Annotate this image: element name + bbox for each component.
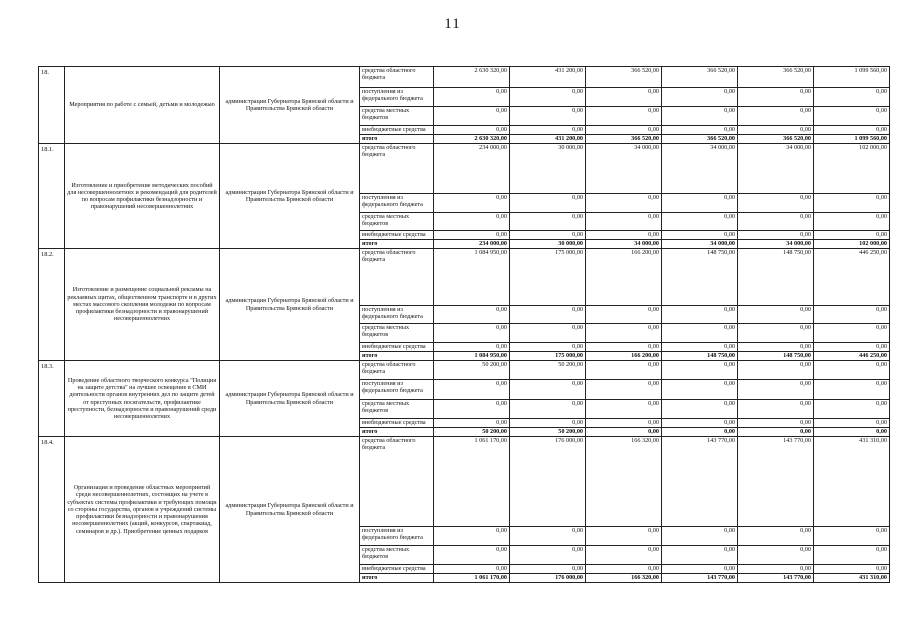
amount-cell: 50 200,00 (434, 361, 510, 380)
amount-cell: 0,00 (434, 213, 510, 231)
amount-cell: 234 000,00 (434, 144, 510, 194)
funding-source: поступления из федерального бюджета (360, 194, 434, 213)
page-number: 11 (444, 16, 461, 32)
amount-cell: 0,00 (738, 400, 814, 419)
amount-cell: 0,00 (510, 546, 586, 565)
amount-cell: 0,00 (510, 213, 586, 231)
table-row (39, 249, 890, 306)
amount-cell: 34 000,00 (586, 240, 662, 249)
amount-cell: 34 000,00 (586, 144, 662, 194)
amount-cell: 2 630 320,00 (434, 135, 510, 144)
amount-cell: 30 000,00 (510, 144, 586, 194)
item-number: 18.1. (39, 144, 65, 249)
amount-cell: 1 084 950,00 (434, 249, 510, 306)
amount-cell: 0,00 (510, 380, 586, 400)
amount-cell: 0,00 (434, 400, 510, 419)
amount-cell: 0,00 (434, 88, 510, 107)
amount-cell: 50 200,00 (510, 361, 586, 380)
funding-source: итого (360, 428, 434, 437)
amount-cell: 0,00 (814, 565, 890, 574)
funding-source: внебюджетные средства (360, 419, 434, 428)
table-row (39, 437, 890, 527)
amount-cell: 143 770,00 (738, 574, 814, 583)
amount-cell: 166 320,00 (586, 574, 662, 583)
funding-source: поступления из федерального бюджета (360, 88, 434, 107)
amount-cell: 234 000,00 (434, 240, 510, 249)
amount-cell: 0,00 (738, 361, 814, 380)
amount-cell: 50 200,00 (510, 428, 586, 437)
amount-cell: 102 000,00 (814, 144, 890, 194)
amount-cell: 0,00 (586, 527, 662, 546)
item-number: 18. (39, 67, 65, 144)
amount-cell: 0,00 (510, 527, 586, 546)
amount-cell: 431 200,00 (510, 67, 586, 88)
amount-cell: 0,00 (662, 400, 738, 419)
funding-source: средства областного бюджета (360, 437, 434, 527)
amount-cell: 0,00 (434, 419, 510, 428)
amount-cell: 0,00 (738, 343, 814, 352)
funding-source: средства местных бюджетов (360, 213, 434, 231)
amount-cell: 0,00 (434, 380, 510, 400)
funding-source: итого (360, 352, 434, 361)
amount-cell: 1 061 170,00 (434, 574, 510, 583)
amount-cell: 0,00 (814, 306, 890, 324)
amount-cell: 0,00 (814, 107, 890, 126)
amount-cell: 0,00 (510, 306, 586, 324)
amount-cell: 34 000,00 (662, 144, 738, 194)
amount-cell: 176 000,00 (510, 574, 586, 583)
amount-cell: 0,00 (814, 88, 890, 107)
amount-cell: 0,00 (586, 107, 662, 126)
amount-cell: 366 520,00 (586, 135, 662, 144)
funding-source: поступления из федерального бюджета (360, 306, 434, 324)
funding-source: средства местных бюджетов (360, 546, 434, 565)
amount-cell: 0,00 (434, 324, 510, 343)
amount-cell: 166 200,00 (586, 249, 662, 306)
amount-cell: 0,00 (662, 88, 738, 107)
amount-cell: 0,00 (510, 107, 586, 126)
amount-cell: 175 000,00 (510, 249, 586, 306)
amount-cell: 34 000,00 (738, 240, 814, 249)
amount-cell: 166 320,00 (586, 437, 662, 527)
amount-cell: 0,00 (662, 306, 738, 324)
amount-cell: 366 520,00 (738, 135, 814, 144)
amount-cell: 143 770,00 (662, 574, 738, 583)
funding-source: внебюджетные средства (360, 126, 434, 135)
amount-cell: 0,00 (738, 565, 814, 574)
amount-cell: 0,00 (434, 107, 510, 126)
amount-cell: 0,00 (434, 565, 510, 574)
executor: администрация Губернатора Брянской области и Правительства Брянской области (220, 361, 360, 437)
amount-cell: 148 750,00 (662, 249, 738, 306)
measure-name: Организация и проведение областных мероприятий среди несовершеннолетних, состоящих на учете в субъектах системы профилактики и требующих помощи со стороны государства, органов и учреждений системы профилактики безнадзорности и правонарушения несовершеннолетних (акций, конкурсов, спартакиад, семинаров и др.). Приобретение ценных подарков (65, 437, 220, 583)
amount-cell: 0,00 (814, 400, 890, 419)
amount-cell: 0,00 (814, 546, 890, 565)
amount-cell: 0,00 (586, 343, 662, 352)
amount-cell: 0,00 (814, 419, 890, 428)
funding-source: поступления из федерального бюджета (360, 380, 434, 400)
amount-cell: 0,00 (434, 343, 510, 352)
amount-cell: 0,00 (586, 306, 662, 324)
amount-cell: 0,00 (814, 231, 890, 240)
amount-cell: 0,00 (662, 565, 738, 574)
measure-name: Изготовление и размещение социальной рекламы на рекламных щитах, общественном транспорте и в других местах массового скопления молодежи по вопросам профилактики безнадзорности и правонарушений несовершеннолетних (65, 249, 220, 361)
amount-cell: 0,00 (586, 213, 662, 231)
amount-cell: 0,00 (586, 88, 662, 107)
amount-cell: 0,00 (510, 419, 586, 428)
amount-cell: 148 750,00 (662, 352, 738, 361)
amount-cell: 0,00 (814, 126, 890, 135)
amount-cell: 431 310,00 (814, 574, 890, 583)
funding-source: итого (360, 240, 434, 249)
amount-cell: 0,00 (662, 419, 738, 428)
amount-cell: 0,00 (814, 213, 890, 231)
amount-cell: 0,00 (662, 231, 738, 240)
funding-source: итого (360, 574, 434, 583)
amount-cell: 0,00 (586, 324, 662, 343)
amount-cell: 0,00 (510, 565, 586, 574)
amount-cell: 0,00 (814, 380, 890, 400)
amount-cell: 0,00 (662, 324, 738, 343)
funding-source: средства областного бюджета (360, 249, 434, 306)
executor: администрация Губернатора Брянской области и Правительства Брянской области (220, 249, 360, 361)
amount-cell: 30 000,00 (510, 240, 586, 249)
amount-cell: 366 520,00 (662, 135, 738, 144)
budget-table (38, 66, 890, 583)
amount-cell: 0,00 (738, 546, 814, 565)
amount-cell: 0,00 (662, 546, 738, 565)
amount-cell: 0,00 (586, 126, 662, 135)
amount-cell: 1 099 560,00 (814, 135, 890, 144)
amount-cell: 2 630 320,00 (434, 67, 510, 88)
item-number: 18.4. (39, 437, 65, 583)
amount-cell: 0,00 (814, 361, 890, 380)
amount-cell: 0,00 (662, 361, 738, 380)
amount-cell: 0,00 (662, 343, 738, 352)
amount-cell: 34 000,00 (738, 144, 814, 194)
amount-cell: 0,00 (814, 428, 890, 437)
amount-cell: 0,00 (738, 231, 814, 240)
amount-cell: 0,00 (662, 107, 738, 126)
amount-cell: 0,00 (738, 213, 814, 231)
amount-cell: 0,00 (434, 194, 510, 213)
executor: администрация Губернатора Брянской области и Правительства Брянской области (220, 144, 360, 249)
table-row (39, 144, 890, 194)
amount-cell: 0,00 (586, 380, 662, 400)
amount-cell: 1 099 560,00 (814, 67, 890, 88)
amount-cell: 366 520,00 (738, 67, 814, 88)
amount-cell: 0,00 (814, 194, 890, 213)
amount-cell: 0,00 (434, 306, 510, 324)
amount-cell: 175 000,00 (510, 352, 586, 361)
amount-cell: 366 520,00 (662, 67, 738, 88)
amount-cell: 102 000,00 (814, 240, 890, 249)
amount-cell: 0,00 (510, 324, 586, 343)
amount-cell: 446 250,00 (814, 249, 890, 306)
amount-cell: 0,00 (586, 194, 662, 213)
funding-source: внебюджетные средства (360, 231, 434, 240)
amount-cell: 0,00 (510, 88, 586, 107)
amount-cell: 143 770,00 (738, 437, 814, 527)
amount-cell: 0,00 (738, 419, 814, 428)
amount-cell: 0,00 (662, 126, 738, 135)
amount-cell: 0,00 (510, 231, 586, 240)
amount-cell: 0,00 (662, 527, 738, 546)
amount-cell: 148 750,00 (738, 352, 814, 361)
amount-cell: 431 310,00 (814, 437, 890, 527)
funding-source: средства местных бюджетов (360, 107, 434, 126)
amount-cell: 0,00 (586, 231, 662, 240)
amount-cell: 0,00 (586, 546, 662, 565)
amount-cell: 0,00 (434, 546, 510, 565)
amount-cell: 0,00 (586, 361, 662, 380)
amount-cell: 446 250,00 (814, 352, 890, 361)
amount-cell: 0,00 (814, 324, 890, 343)
amount-cell: 0,00 (586, 428, 662, 437)
executor: администрация Губернатора Брянской области и Правительства Брянской области (220, 67, 360, 144)
amount-cell: 431 200,00 (510, 135, 586, 144)
funding-source: внебюджетные средства (360, 343, 434, 352)
amount-cell: 0,00 (586, 400, 662, 419)
amount-cell: 0,00 (510, 126, 586, 135)
amount-cell: 0,00 (738, 126, 814, 135)
amount-cell: 0,00 (814, 343, 890, 352)
amount-cell: 0,00 (510, 194, 586, 213)
amount-cell: 0,00 (738, 107, 814, 126)
funding-source: внебюджетные средства (360, 565, 434, 574)
amount-cell: 176 000,00 (510, 437, 586, 527)
amount-cell: 0,00 (434, 527, 510, 546)
funding-source: средства местных бюджетов (360, 324, 434, 343)
amount-cell: 166 200,00 (586, 352, 662, 361)
amount-cell: 0,00 (662, 213, 738, 231)
amount-cell: 0,00 (738, 88, 814, 107)
amount-cell: 0,00 (510, 343, 586, 352)
table-row (39, 361, 890, 380)
amount-cell: 0,00 (662, 428, 738, 437)
amount-cell: 0,00 (434, 126, 510, 135)
amount-cell: 366 520,00 (586, 67, 662, 88)
amount-cell: 0,00 (738, 380, 814, 400)
funding-source: средства местных бюджетов (360, 400, 434, 419)
amount-cell: 34 000,00 (662, 240, 738, 249)
funding-source: поступления из федерального бюджета (360, 527, 434, 546)
funding-source: итого (360, 135, 434, 144)
amount-cell: 0,00 (738, 194, 814, 213)
executor: администрация Губернатора Брянской области и Правительства Брянской области (220, 437, 360, 583)
amount-cell: 143 770,00 (662, 437, 738, 527)
measure-name: Мероприятия по работе с семьей, детьми и молодежью (65, 67, 220, 144)
amount-cell: 1 084 950,00 (434, 352, 510, 361)
amount-cell: 0,00 (586, 565, 662, 574)
amount-cell: 1 061 170,00 (434, 437, 510, 527)
funding-source: средства областного бюджета (360, 67, 434, 88)
funding-source: средства областного бюджета (360, 361, 434, 380)
item-number: 18.2. (39, 249, 65, 361)
amount-cell: 148 750,00 (738, 249, 814, 306)
amount-cell: 0,00 (738, 324, 814, 343)
measure-name: Изготовление и приобретение методических пособий для несовершеннолетних и рекомендаций для родителей по вопросам профилактики безнадзорности и правонарушений несовершеннолетних (65, 144, 220, 249)
item-number: 18.3. (39, 361, 65, 437)
amount-cell: 50 200,00 (434, 428, 510, 437)
amount-cell: 0,00 (434, 231, 510, 240)
table-row (39, 67, 890, 88)
amount-cell: 0,00 (738, 306, 814, 324)
amount-cell: 0,00 (662, 380, 738, 400)
measure-name: Проведение областного творческого конкурса "Полиция на защите детства" на лучшее освещение в СМИ деятельности органов внутренних дел по защите детей от преступных посягательств, профилактике преступности, безнадзорности и правонарушений среди несовершеннолетних (65, 361, 220, 437)
amount-cell: 0,00 (814, 527, 890, 546)
amount-cell: 0,00 (662, 194, 738, 213)
amount-cell: 0,00 (738, 428, 814, 437)
amount-cell: 0,00 (738, 527, 814, 546)
amount-cell: 0,00 (510, 400, 586, 419)
funding-source: средства областного бюджета (360, 144, 434, 194)
amount-cell: 0,00 (586, 419, 662, 428)
